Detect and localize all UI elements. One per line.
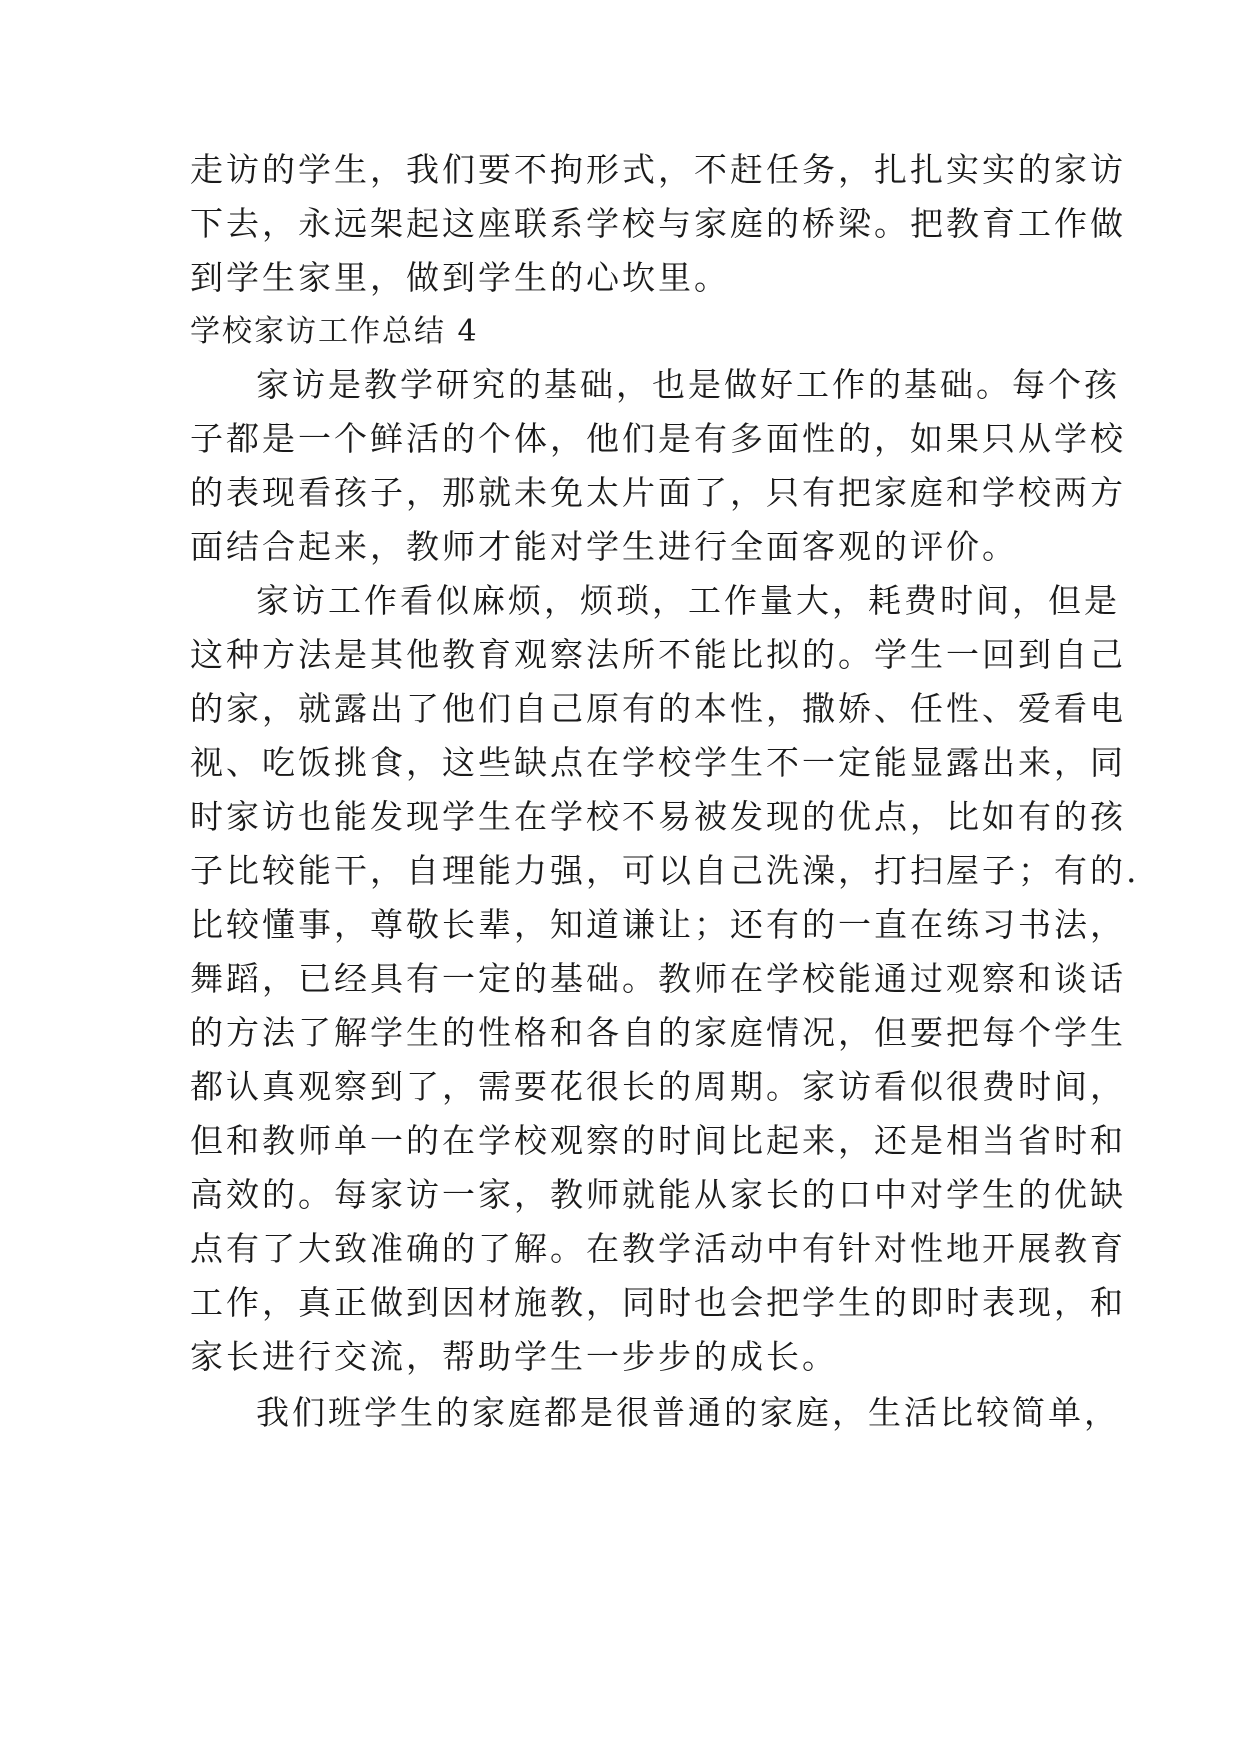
paragraph-line: 舞蹈，已经具有一定的基础。教师在学校能通过观察和谈话 <box>190 959 1126 998</box>
section-title: 学校家访工作总结 4 <box>190 314 479 349</box>
paragraph-line: 时家访也能发现学生在学校不易被发现的优点，比如有的孩 <box>190 797 1126 836</box>
paragraph-line: 的方法了解学生的性格和各自的家庭情况，但要把每个学生 <box>190 1013 1126 1052</box>
paragraph-line: 子都是一个鲜活的个体，他们是有多面性的，如果只从学校 <box>190 419 1126 458</box>
paragraph-line: 都认真观察到了，需要花很长的周期。家访看似很费时间， <box>190 1067 1126 1106</box>
paragraph-line: 下去，永远架起这座联系学校与家庭的桥梁。把教育工作做 <box>190 204 1126 243</box>
paragraph-line: 工作，真正做到因材施教，同时也会把学生的即时表现，和 <box>190 1283 1126 1322</box>
paragraph-line: 到学生家里，做到学生的心坎里。 <box>190 258 730 297</box>
paragraph-line: 这种方法是其他教育观察法所不能比拟的。学生一回到自己 <box>190 635 1126 674</box>
paragraph-line: 子比较能干，自理能力强，可以自己洗澡，打扫屋子；有的. <box>190 851 1140 890</box>
paragraph-line: 家访工作看似麻烦，烦琐，工作量大，耗费时间，但是 <box>256 581 1120 620</box>
paragraph-line: 但和教师单一的在学校观察的时间比起来，还是相当省时和 <box>190 1121 1126 1160</box>
paragraph-line: 走访的学生，我们要不拘形式，不赶任务，扎扎实实的家访 <box>190 150 1126 189</box>
paragraph-line: 面结合起来，教师才能对学生进行全面客观的评价。 <box>190 527 1018 566</box>
paragraph-line: 视、吃饭挑食，这些缺点在学校学生不一定能显露出来，同 <box>190 743 1126 782</box>
paragraph-line: 点有了大致准确的了解。在教学活动中有针对性地开展教育 <box>190 1229 1126 1268</box>
paragraph-line: 家访是教学研究的基础，也是做好工作的基础。每个孩 <box>256 365 1120 404</box>
paragraph-line: 比较懂事，尊敬长辈，知道谦让；还有的一直在练习书法， <box>190 905 1126 944</box>
paragraph-line: 的家，就露出了他们自己原有的本性，撒娇、任性、爱看电 <box>190 689 1126 728</box>
paragraph-line: 家长进行交流，帮助学生一步步的成长。 <box>190 1337 838 1376</box>
paragraph-line: 高效的。每家访一家，教师就能从家长的口中对学生的优缺 <box>190 1175 1126 1214</box>
paragraph-line: 的表现看孩子，那就未免太片面了，只有把家庭和学校两方 <box>190 473 1126 512</box>
paragraph-line: 我们班学生的家庭都是很普通的家庭，生活比较简单， <box>256 1393 1120 1432</box>
